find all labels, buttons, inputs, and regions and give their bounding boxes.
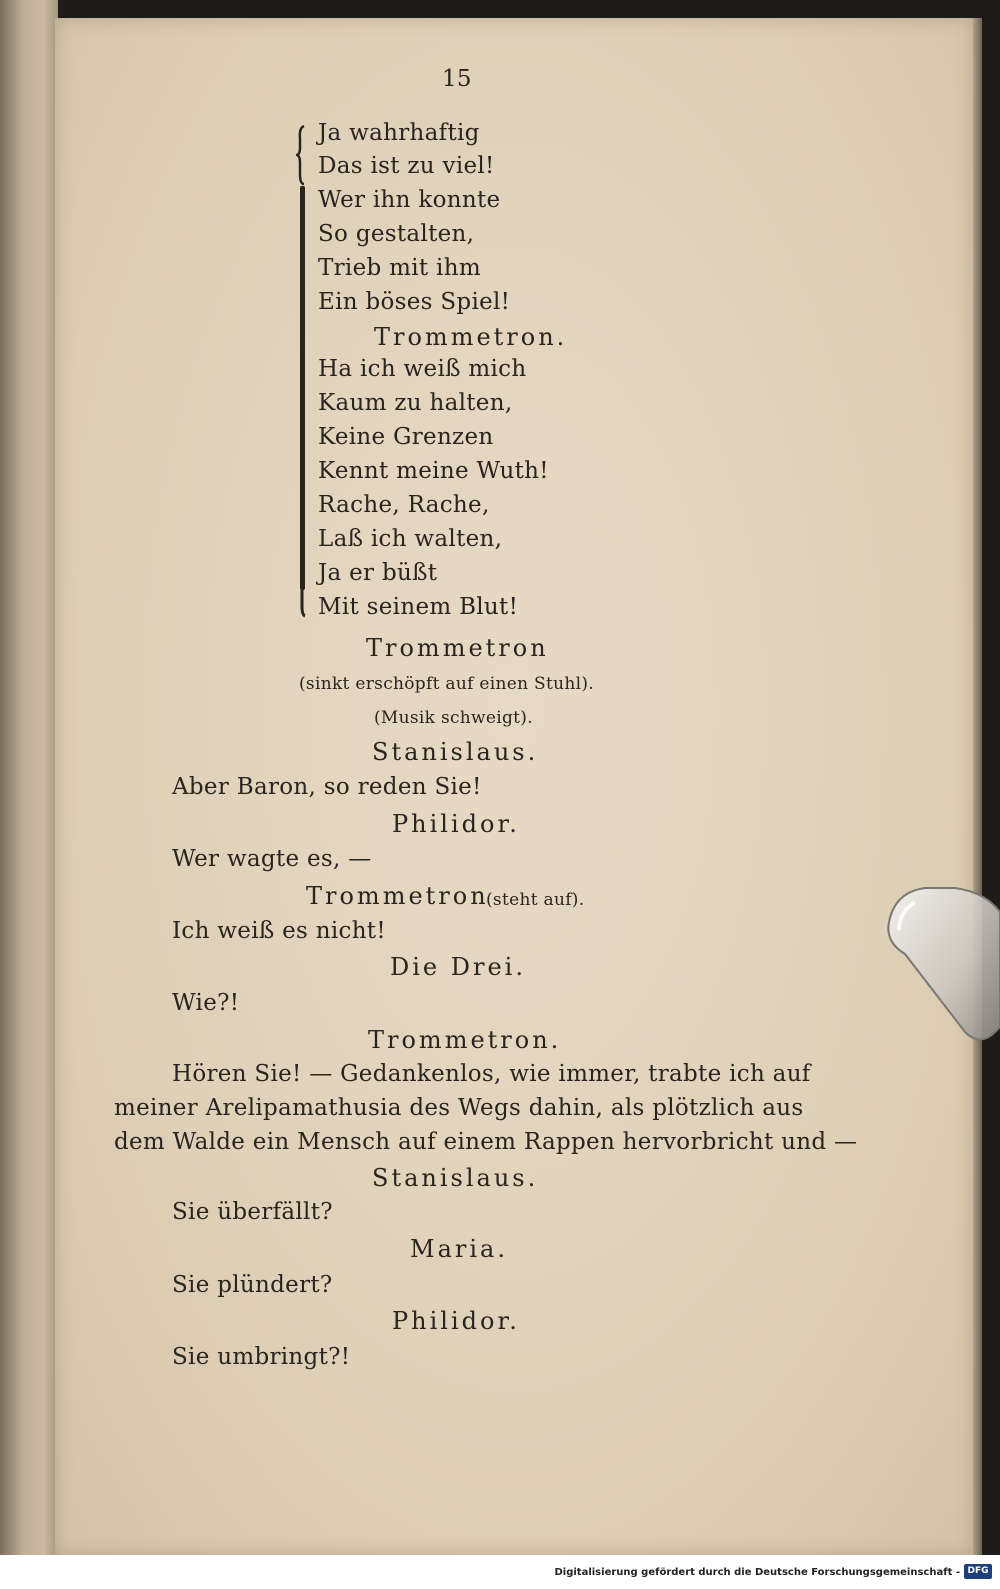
dialogue-line: Sie plündert?: [172, 1272, 333, 1298]
stage-direction: (Musik schweigt).: [374, 708, 533, 728]
verse-line: So gestalten,: [318, 221, 475, 247]
speaker-name: Trommetron.: [368, 1026, 562, 1054]
verse-line: Das ist zu viel!: [318, 153, 495, 179]
verse-line: Kennt meine Wuth!: [318, 458, 549, 484]
speaker-name: Stanislaus.: [372, 1164, 539, 1192]
stage-direction: (sinkt erschöpft auf einen Stuhl).: [299, 674, 594, 694]
speaker-name: Stanislaus.: [372, 738, 539, 766]
page-number: 15: [442, 66, 472, 92]
speaker-name: Maria.: [410, 1235, 508, 1263]
verse-line: Ha ich weiß mich: [318, 356, 527, 382]
speaker-name: Philidor.: [392, 1307, 520, 1335]
prose-line: meiner Arelipamathusia des Wegs dahin, als plötzlich aus: [114, 1095, 804, 1121]
speaker-name: Trommetron.: [374, 323, 568, 351]
dfg-logo: DFG: [964, 1564, 992, 1579]
verse-line: Ja er büßt: [318, 560, 438, 586]
dialogue-line: Aber Baron, so reden Sie!: [172, 774, 482, 800]
magnifier-clip-icon: [885, 882, 1000, 1042]
verse-line: Ein böses Spiel!: [318, 289, 511, 315]
dialogue-line: Sie umbringt?!: [172, 1344, 351, 1370]
page-edge: [973, 18, 982, 1555]
dialogue-line: Wer wagte es, —: [172, 846, 372, 872]
brace-bottom-icon: [296, 588, 306, 618]
verse-line: Wer ihn konnte: [318, 187, 501, 213]
book-gutter: [0, 0, 58, 1555]
credit-text: Digitalisierung gefördert durch die Deutsche Forschungsgemeinschaft -: [554, 1567, 960, 1578]
stage-direction: (steht auf).: [486, 890, 585, 910]
brace-line: [300, 186, 305, 590]
speaker-name: Die Drei.: [390, 953, 526, 981]
dialogue-line: Wie?!: [172, 990, 240, 1016]
speaker-name: Trommetron: [306, 882, 489, 910]
verse-line: Mit seinem Blut!: [318, 594, 519, 620]
verse-line: Kaum zu halten,: [318, 390, 513, 416]
verse-line: Rache, Rache,: [318, 492, 490, 518]
verse-line: Keine Grenzen: [318, 424, 494, 450]
brace-top-icon: [296, 124, 306, 186]
speaker-name: Philidor.: [392, 810, 520, 838]
speaker-name: Trommetron: [366, 634, 549, 662]
verse-line: Trieb mit ihm: [318, 255, 481, 281]
prose-line: dem Walde ein Mensch auf einem Rappen hervorbricht und —: [114, 1129, 858, 1155]
dialogue-line: Sie überfällt?: [172, 1199, 333, 1225]
verse-line: Laß ich walten,: [318, 526, 503, 552]
prose-line: Hören Sie! — Gedankenlos, wie immer, trabte ich auf: [172, 1061, 811, 1087]
verse-line: Ja wahrhaftig: [318, 120, 480, 146]
dialogue-line: Ich weiß es nicht!: [172, 918, 386, 944]
